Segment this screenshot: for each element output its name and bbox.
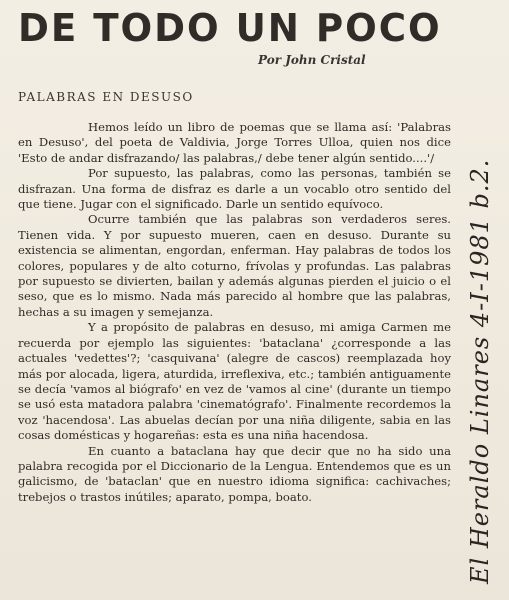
byline: Por John Cristal xyxy=(258,53,366,67)
paragraph: Hemos leído un libro de poemas que se llama así: 'Palabras en Desuso', del poeta de Valdivia, Jorge Torres Ulloa, quien nos dice 'Esto de andar disfrazando/ las palabras,/ debe tener algún sentido....'/ xyxy=(18,120,451,165)
section-title: PALABRAS EN DESUSO xyxy=(18,90,194,104)
article-body xyxy=(18,120,451,505)
paragraph: Por supuesto, las palabras, como las personas, también se disfrazan. Una forma de disfraz es darle a un vocablo otro sentido del que tiene. Jugar con el significado. Darle un sentido equívoco. xyxy=(18,166,451,212)
paragraph: En cuanto a bataclana hay que decir que no ha sido una palabra recogida por el Diccionario de la Lengua. Entendemos que es un galicismo, de 'bataclan' que en nuestro idioma significa: cachivaches; trebejos o trastos inútiles; aparato, pompa, boato. xyxy=(18,443,451,504)
handwritten-annotation: El Heraldo Linares 4-I-1981 b.2. xyxy=(466,158,494,584)
paragraph: Y a propósito de palabras en desuso, mi amiga Carmen me recuerda por ejemplo las siguientes: 'bataclana' ¿corresponde a las actuales 'vedettes'?; 'casquivana' (alegre de cascos) reemplazada hoy más por alocada, ligera, aturdida, irreflexiva, etc.; también antiguamente se decía 'vamos al biógrafo' en vez de 'vamos al cine' (durante un tiempo se usó esta matadora palabra 'cinematógrafo'. Finalmente recordemos la voz 'hacendosa'. Las abuelas decían por una niña diligente, sabia en las cosas domésticas y hogareñas: esta es una niña hacendosa. xyxy=(18,320,451,443)
column-headline: DE TODO UN POCO xyxy=(18,6,442,50)
paragraph: Ocurre también que las palabras son verdaderos seres. Tienen vida. Y por supuesto mueren, caen en desuso. Durante su existencia se alimentan, engordan, enferman. Hay palabras de todos los colores, populares y de alto coturno, frívolas y profundas. Las palabras por supuesto se divierten, bailan y además algunas pierden el juicio o el seso, que es lo mismo. Nada más parecido al hombre que las palabras, hechas a su imagen y semejanza. xyxy=(18,212,451,319)
